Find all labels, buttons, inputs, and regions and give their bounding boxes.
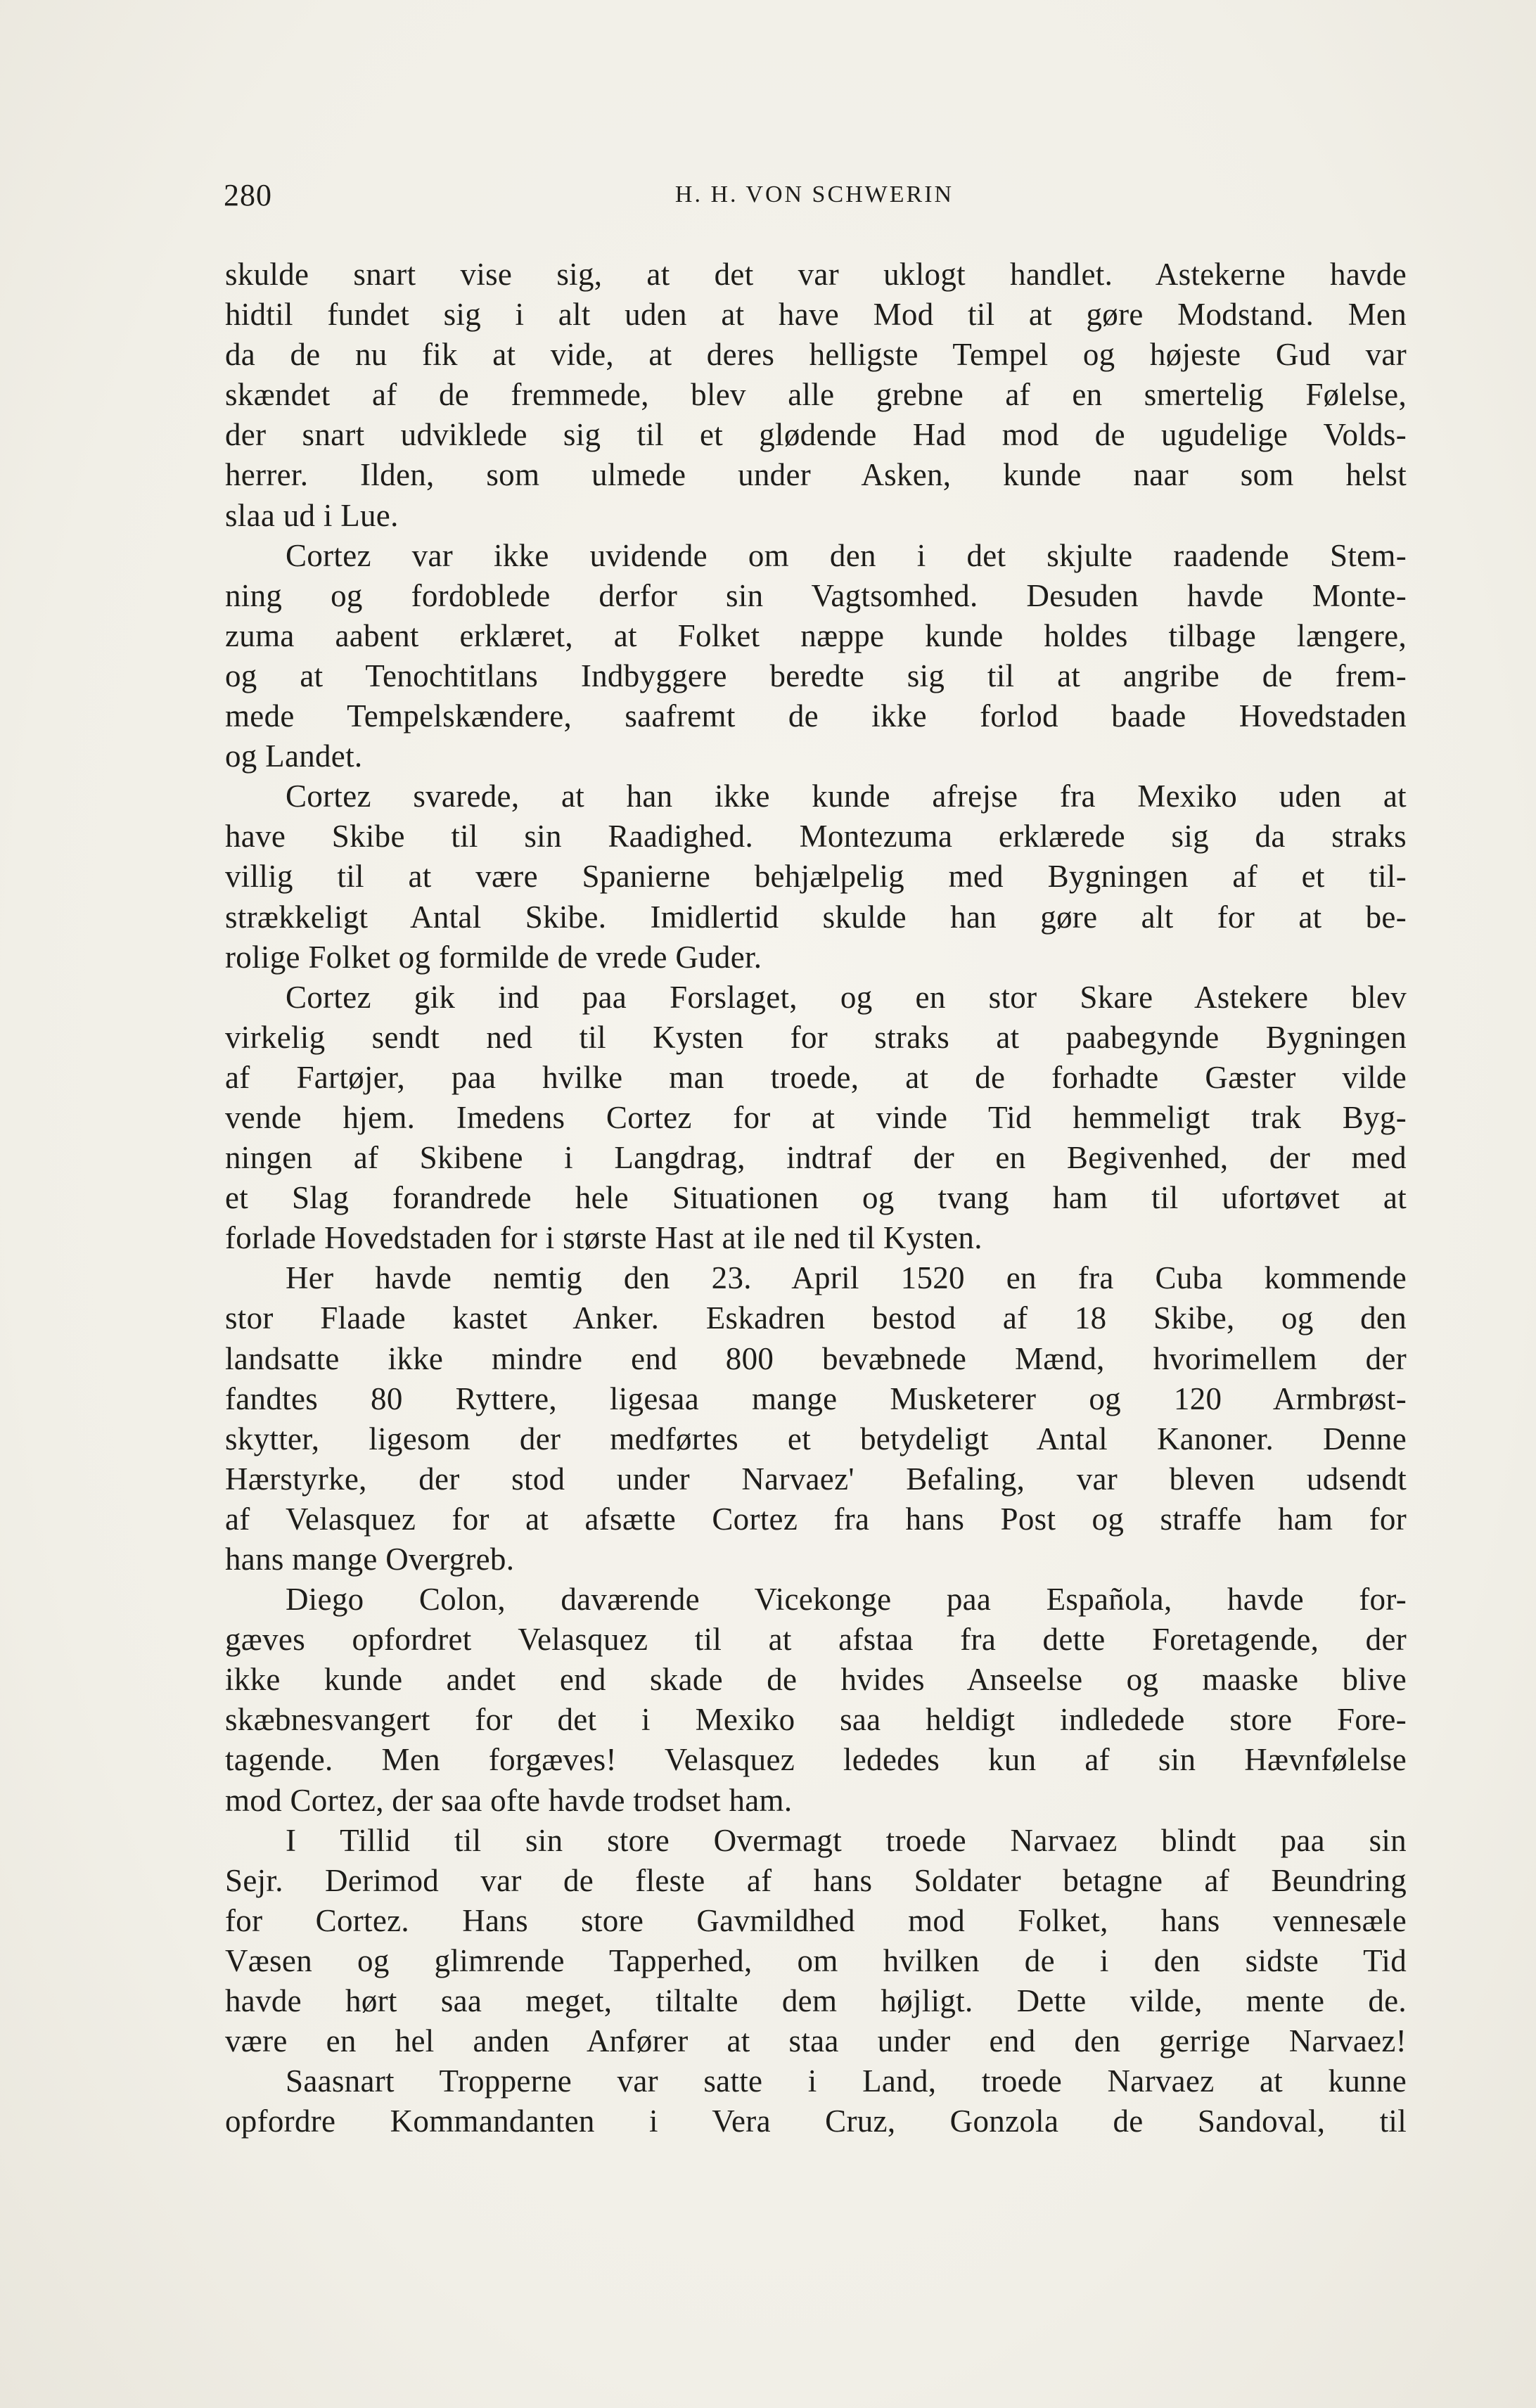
text-line: Sejr. Derimod var de fleste af hans Soldater betagne af Beundring [225,1862,1407,1898]
text-line: skændet af de fremmede, blev alle grebne af en smertelig Følelse, [225,377,1407,413]
text-line: Væsen og glimrende Tapperhed, om hvilken de i den sidste Tid [225,1942,1407,1978]
text-line: rolige Folket og formilde de vrede Guder. [225,939,762,975]
text-line: have Skibe til sin Raadighed. Montezuma erklærede sig da straks [225,819,1407,854]
page-number: 280 [224,178,272,212]
text-line: af Fartøjer, paa hvilke man troede, at de forhadte Gæster vilde [225,1059,1407,1095]
text-line: I Tillid til sin store Overmagt troede Narvaez blindt paa sin [286,1822,1407,1858]
text-line: fandtes 80 Ryttere, ligesaa mange Musketerer og 120 Armbrøst- [225,1381,1407,1416]
text-line: herrer. Ilden, som ulmede under Asken, kunde naar som helst [225,457,1407,493]
text-line: strækkeligt Antal Skibe. Imidlertid skulde han gøre alt for at be- [225,899,1407,935]
text-line: da de nu fik at vide, at deres helligste Tempel og højeste Gud var [225,337,1407,373]
text-line: Cortez gik ind paa Forslaget, og en stor Skare Astekere blev [286,979,1407,1015]
text-line: gæves opfordret Velasquez til at afstaa fra dette Foretagende, der [225,1622,1407,1658]
text-line: Diego Colon, daværende Vicekonge paa Española, havde for- [286,1582,1407,1618]
running-title: H. H. VON SCHWERIN [674,181,954,207]
text-line: Saasnart Tropperne var satte i Land, troede Narvaez at kunne [286,2063,1407,2099]
text-line: havde hørt saa meget, tiltalte dem højligt. Dette vilde, mente de. [225,1983,1407,2019]
text-line: skæbnesvangert for det i Mexiko saa heldigt indledede store Fore- [225,1702,1407,1738]
text-line: Cortez var ikke uvidende om den i det skjulte raadende Stem- [286,537,1407,573]
text-line: ikke kunde andet end skade de hvides Anseelse og maaske blive [225,1662,1407,1698]
body-text [225,255,1407,2141]
text-line: opfordre Kommandanten i Vera Cruz, Gonzola de Sandoval, til [225,2103,1407,2139]
text-line: for Cortez. Hans store Gavmildhed mod Folket, hans vennesæle [225,1902,1407,1938]
text-line: landsatte ikke mindre end 800 bevæbnede Mænd, hvorimellem der [225,1340,1407,1376]
text-line: virkelig sendt ned til Kysten for straks at paabegynde Bygningen [225,1019,1407,1055]
text-line: være en hel anden Anfører at staa under end den gerrige Narvaez! [225,2023,1407,2059]
text-line: tagende. Men forgæves! Velasquez lededes kun af sin Hævnfølelse [225,1742,1407,1778]
text-line: ningen af Skibene i Langdrag, indtraf der en Begivenhed, der med [225,1140,1407,1176]
text-line: villig til at være Spanierne behjælpelig med Bygningen af et til- [225,859,1407,895]
text-line: skytter, ligesom der medførtes et betydeligt Antal Kanoner. Denne [225,1421,1407,1456]
text-line: der snart udviklede sig til et glødende Had mod de ugudelige Volds- [225,417,1407,453]
text-line: forlade Hovedstaden for i største Hast at ile ned til Kysten. [225,1220,983,1256]
text-line: mod Cortez, der saa ofte havde trodset ham. [225,1782,793,1818]
text-line: et Slag forandrede hele Situationen og tvang ham til ufortøvet at [225,1180,1407,1216]
text-line: vende hjem. Imedens Cortez for at vinde Tid hemmeligt trak Byg- [225,1099,1407,1135]
text-line: Hærstyrke, der stod under Narvaez' Befaling, var bleven udsendt [225,1461,1407,1497]
text-line: Her havde nemtig den 23. April 1520 en fra Cuba kommende [286,1260,1407,1296]
text-line: og Landet. [225,738,363,774]
text-line: hidtil fundet sig i alt uden at have Mod til at gøre Modstand. Men [225,297,1407,333]
text-line: skulde snart vise sig, at det var uklogt handlet. Astekerne havde [225,257,1407,292]
text-line: ning og fordoblede derfor sin Vagtsomhed. Desuden havde Monte- [225,577,1407,613]
text-line: hans mange Overgreb. [225,1542,515,1577]
text-line: stor Flaade kastet Anker. Eskadren bestod af 18 Skibe, og den [225,1300,1407,1336]
text-line: mede Tempelskændere, saafremt de ikke forlod baade Hovedstaden [225,698,1407,734]
running-head [224,177,1405,219]
text-line: Cortez svarede, at han ikke kunde afrejse fra Mexiko uden at [286,779,1407,814]
text-line: zuma aabent erklæret, at Folket næppe kunde holdes tilbage længere, [225,617,1407,653]
text-line: af Velasquez for at afsætte Cortez fra hans Post og straffe ham for [225,1501,1407,1537]
text-line: slaa ud i Lue. [225,497,399,533]
text-line: og at Tenochtitlans Indbyggere beredte sig til at angribe de frem- [225,658,1407,693]
